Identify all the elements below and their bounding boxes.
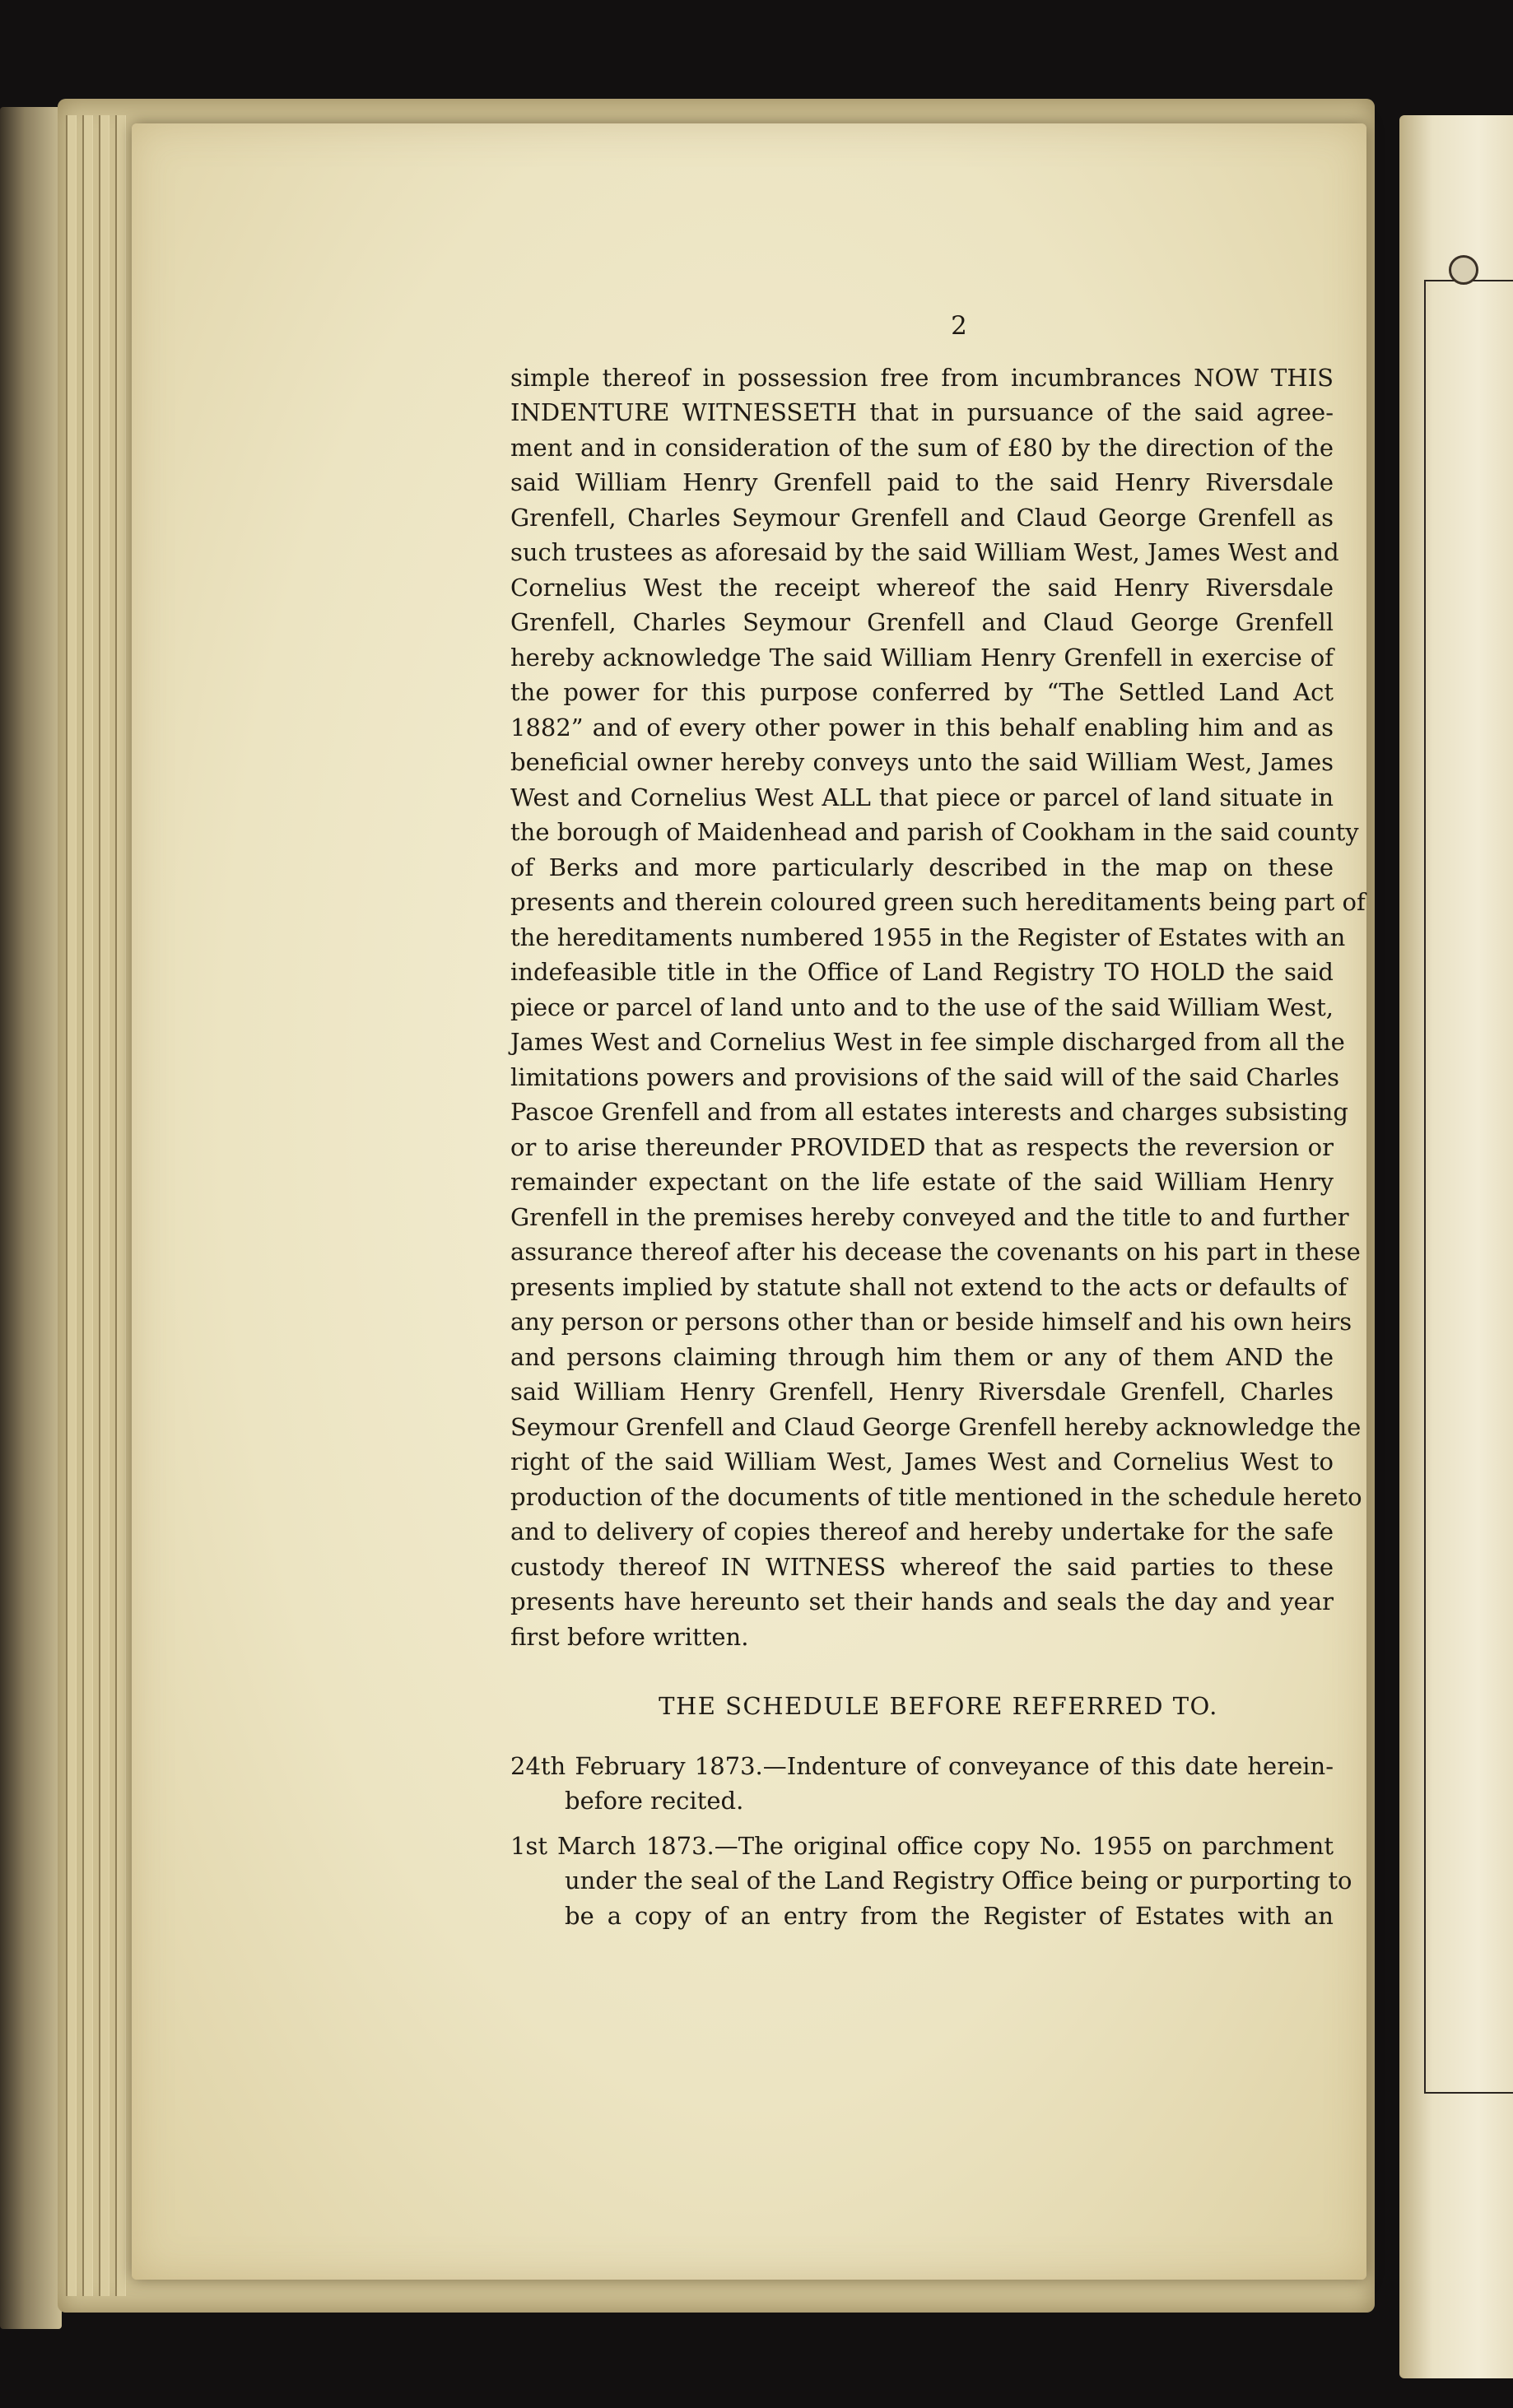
text-line: Grenfell in the premises hereby conveyed and the title to and further: [510, 1202, 1349, 1231]
text-line: remainder expectant on the life estate of the said William Henry: [510, 1168, 1334, 1196]
text-line: Cornelius West the receipt whereof the said Henry Riversdale: [510, 573, 1334, 602]
text-line: indefeasible title in the Office of Land Registry TO HOLD the said: [510, 958, 1334, 986]
text-line: custody thereof IN WITNESS whereof the said parties to these: [510, 1552, 1334, 1581]
facing-page-edge: [1399, 115, 1513, 2378]
text-line: INDENTURE WITNESSETH that in pursuance of the said agree-: [510, 398, 1334, 426]
text-line: or to arise thereunder PROVIDED that as respects the reversion or: [510, 1132, 1334, 1161]
text-line: beneficial owner hereby conveys unto the said William West, James: [510, 748, 1334, 776]
page-edge: [82, 115, 93, 2296]
text-line: production of the documents of title mentioned in the schedule hereto: [510, 1482, 1362, 1511]
text-line: West and Cornelius West ALL that piece or parcel of land situate in: [510, 783, 1334, 811]
body-paragraph: [510, 360, 1366, 1655]
text-line: the power for this purpose conferred by “The Settled Land Act: [510, 678, 1334, 706]
text-line: ment and in consideration of the sum of £80 by the direction of the: [510, 433, 1334, 462]
text-line: presents implied by statute shall not extend to the acts or defaults of: [510, 1272, 1348, 1301]
page-edge: [99, 115, 109, 2296]
facing-page-border: [1424, 280, 1513, 2094]
text-line: and persons claiming through him them or any of them AND the: [510, 1342, 1334, 1371]
left-binding: [0, 107, 62, 2329]
schedule-entry: [510, 1829, 1352, 1934]
schedule-entry-line: be a copy of an entry from the Register of Estates with an: [565, 1901, 1334, 1930]
text-line: Grenfell, Charles Seymour Grenfell and Claud George Grenfell: [510, 608, 1334, 636]
text-line: Pascoe Grenfell and from all estates interests and charges subsisting: [510, 1098, 1348, 1126]
text-line: right of the said William West, James West and Cornelius West to: [510, 1448, 1334, 1476]
text-line: presents and therein coloured green such hereditaments being part of: [510, 888, 1366, 916]
text-line: Grenfell, Charles Seymour Grenfell and Claud George Grenfell as: [510, 503, 1334, 532]
page-number: 2: [951, 311, 967, 341]
schedule-entry-line: under the seal of the Land Registry Office being or purporting to: [565, 1866, 1352, 1894]
schedule-entry: [510, 1749, 1334, 1819]
text-line: of Berks and more particularly described in the map on these: [510, 853, 1334, 881]
text-line: simple thereof in possession free from incumbrances NOW THIS: [510, 363, 1334, 392]
schedule-list: [510, 1749, 1352, 1934]
text-line: said William Henry Grenfell paid to the said Henry Riversdale: [510, 468, 1334, 496]
page-content: [510, 309, 1366, 1943]
text-line: any person or persons other than or beside himself and his own heirs: [510, 1308, 1352, 1336]
text-line: assurance thereof after his decease the covenants on his part in these: [510, 1238, 1361, 1266]
binding-ring-icon: [1449, 255, 1478, 285]
text-line: James West and Cornelius West in fee simple discharged from all the: [510, 1028, 1345, 1056]
text-line: limitations powers and provisions of the said will of the said Charles: [510, 1062, 1339, 1091]
text-line: Seymour Grenfell and Claud George Grenfell hereby acknowledge the: [510, 1412, 1362, 1441]
text-line: such trustees as aforesaid by the said William West, James West and: [510, 538, 1339, 566]
schedule-title: THE SCHEDULE BEFORE REFERRED TO.: [659, 1692, 1218, 1720]
text-line: 1882” and of every other power in this behalf enabling him and as: [510, 713, 1334, 741]
text-line: said William Henry Grenfell, Henry Riversdale Grenfell, Charles: [510, 1378, 1334, 1406]
page-edge: [115, 115, 126, 2296]
text-line: the hereditaments numbered 1955 in the Register of Estates with an: [510, 923, 1346, 951]
text-line: the borough of Maidenhead and parish of Cookham in the said county: [510, 818, 1359, 846]
text-line: hereby acknowledge The said William Henry Grenfell in exercise of: [510, 643, 1334, 672]
text-line: piece or parcel of land unto and to the use of the said William West,: [510, 992, 1334, 1021]
schedule-entry-line: 1st March 1873.—The original office copy No. 1955 on parchment: [510, 1831, 1334, 1860]
text-line: presents have hereunto set their hands and seals the day and year: [510, 1588, 1334, 1615]
text-line: first before written.: [510, 1622, 749, 1651]
page-edge: [66, 115, 77, 2296]
schedule-entry-line: 24th February 1873.—Indenture of conveyance of this date herein-: [510, 1751, 1334, 1780]
schedule-entry-line: before recited.: [565, 1787, 744, 1815]
text-line: and to delivery of copies thereof and hereby undertake for the safe: [510, 1518, 1334, 1546]
